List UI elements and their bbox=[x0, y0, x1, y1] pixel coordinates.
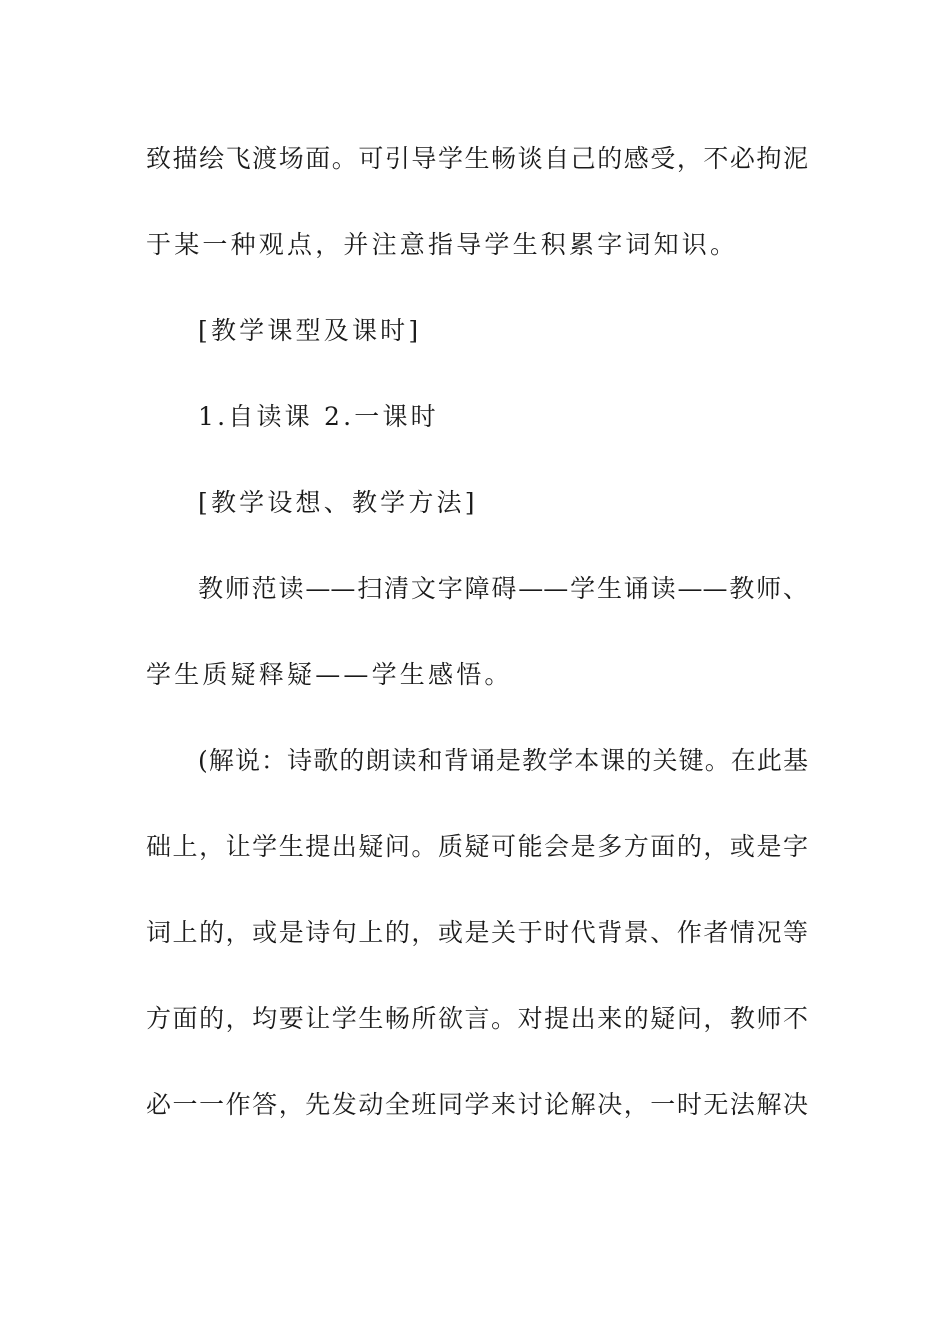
lesson-type-content: 1.自读课 2.一课时 bbox=[198, 402, 439, 431]
paragraph-line: 词上的，或是诗句上的，或是关于时代背景、作者情况等 bbox=[146, 918, 808, 947]
section-heading-lesson-type: [教学课型及课时] bbox=[198, 316, 422, 345]
paragraph-line: 方面的，均要让学生畅所欲言。对提出来的疑问，教师不 bbox=[146, 1004, 808, 1033]
paragraph-line: 必一一作答，先发动全班同学来讨论解决，一时无法解决 bbox=[146, 1090, 808, 1119]
paragraph-line: 教师范读——扫清文字障碍——学生诵读——教师、 bbox=[198, 574, 808, 603]
paragraph-line: 础上，让学生提出疑问。质疑可能会是多方面的，或是字 bbox=[146, 832, 808, 861]
paragraph-line: 于某一种观点，并注意指导学生积累字词知识。 bbox=[146, 230, 739, 259]
paragraph-line: 学生质疑释疑——学生感悟。 bbox=[146, 660, 513, 689]
paragraph-line: (解说：诗歌的朗读和背诵是教学本课的关键。在此基 bbox=[198, 746, 808, 775]
paragraph-line: 致描绘飞渡场面。可引导学生畅谈自己的感受，不必拘泥 bbox=[146, 144, 808, 173]
section-heading-teaching-method: [教学设想、教学方法] bbox=[198, 488, 478, 517]
